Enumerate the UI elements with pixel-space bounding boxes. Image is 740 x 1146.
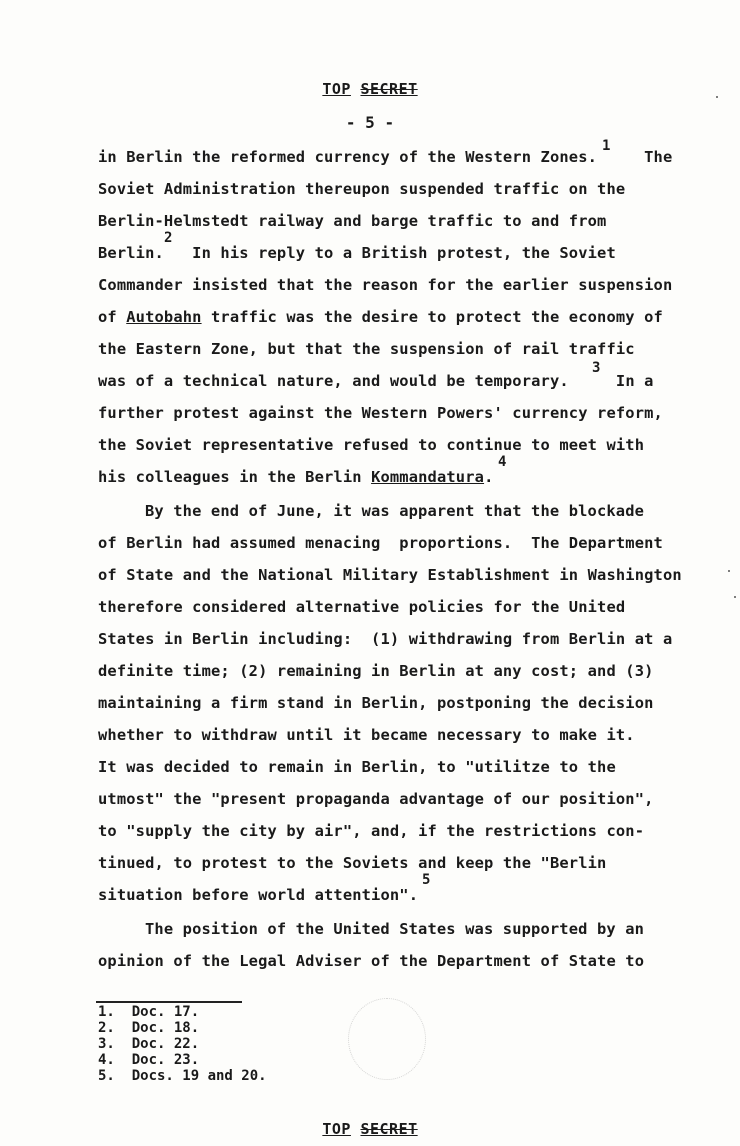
footnote-ref-4: 4 bbox=[498, 454, 507, 470]
classification-secret-word: SECRET bbox=[360, 80, 418, 98]
footnote: 4. Doc. 23. bbox=[98, 1052, 200, 1068]
text-line: of Berlin had assumed menacing proportions. The Department bbox=[98, 534, 663, 552]
faint-stamp bbox=[348, 998, 426, 1080]
text-line: the Eastern Zone, but that the suspension of rail traffic bbox=[98, 340, 635, 358]
footnote: 3. Doc. 22. bbox=[98, 1036, 200, 1052]
text-line: therefore considered alternative policies for the United bbox=[98, 598, 626, 616]
text-line: Soviet Administration thereupon suspended traffic on the bbox=[98, 180, 626, 198]
text-line: of Autobahn traffic was the desire to protect the economy of bbox=[98, 308, 663, 326]
classification-top-word: TOP bbox=[322, 1120, 351, 1138]
classification-footer bbox=[0, 1120, 740, 1138]
footnote-ref-3: 3 bbox=[592, 360, 601, 376]
footnote: 2. Doc. 18. bbox=[98, 1020, 200, 1036]
text-line: in Berlin the reformed currency of the Western Zones. The bbox=[98, 148, 673, 166]
text-line: States in Berlin including: (1) withdrawing from Berlin at a bbox=[98, 630, 673, 648]
footnote: 1. Doc. 17. bbox=[98, 1004, 200, 1020]
text-line: Commander insisted that the reason for the earlier suspension bbox=[98, 276, 673, 294]
underlined-term: Autobahn bbox=[126, 308, 202, 326]
underlined-term: Kommandatura bbox=[371, 468, 485, 486]
scan-speck bbox=[734, 596, 736, 598]
text-line: Berlin-Helmstedt railway and barge traffic to and from bbox=[98, 212, 607, 230]
text-line: situation before world attention". bbox=[98, 886, 419, 904]
footnote-ref-2: 2 bbox=[164, 230, 173, 246]
text-line: of State and the National Military Establishment in Washington bbox=[98, 566, 682, 584]
footnote-rule bbox=[96, 1001, 242, 1003]
scan-speck bbox=[716, 96, 718, 98]
footnote-ref-1: 1 bbox=[602, 138, 611, 154]
classification-header bbox=[0, 80, 740, 98]
text-line: definite time; (2) remaining in Berlin at any cost; and (3) bbox=[98, 662, 654, 680]
page-number: - 5 - bbox=[345, 113, 395, 132]
text-line: his colleagues in the Berlin Kommandatura. bbox=[98, 468, 494, 486]
text-line: was of a technical nature, and would be temporary. In a bbox=[98, 372, 654, 390]
text-line: tinued, to protest to the Soviets and keep the "Berlin bbox=[98, 854, 607, 872]
classification-top-word: TOP bbox=[322, 80, 351, 98]
text-line: The position of the United States was supported by an bbox=[145, 920, 645, 938]
text-line: maintaining a firm stand in Berlin, postponing the decision bbox=[98, 694, 654, 712]
text-line: to "supply the city by air", and, if the restrictions con- bbox=[98, 822, 645, 840]
footnote-ref-5: 5 bbox=[422, 872, 431, 888]
text-line: Berlin. In his reply to a British protest, the Soviet bbox=[98, 244, 616, 262]
text-line: opinion of the Legal Adviser of the Department of State to bbox=[98, 952, 645, 970]
footnote: 5. Docs. 19 and 20. bbox=[98, 1068, 267, 1084]
text-line: utmost" the "present propaganda advantage of our position", bbox=[98, 790, 654, 808]
text-line: It was decided to remain in Berlin, to "utilitze to the bbox=[98, 758, 616, 776]
scan-speck bbox=[728, 570, 730, 572]
text-line: further protest against the Western Powers' currency reform, bbox=[98, 404, 663, 422]
text-line: the Soviet representative refused to continue to meet with bbox=[98, 436, 645, 454]
classification-secret-word: SECRET bbox=[360, 1120, 418, 1138]
text-line: By the end of June, it was apparent that the blockade bbox=[145, 502, 645, 520]
text-line: whether to withdraw until it became necessary to make it. bbox=[98, 726, 635, 744]
